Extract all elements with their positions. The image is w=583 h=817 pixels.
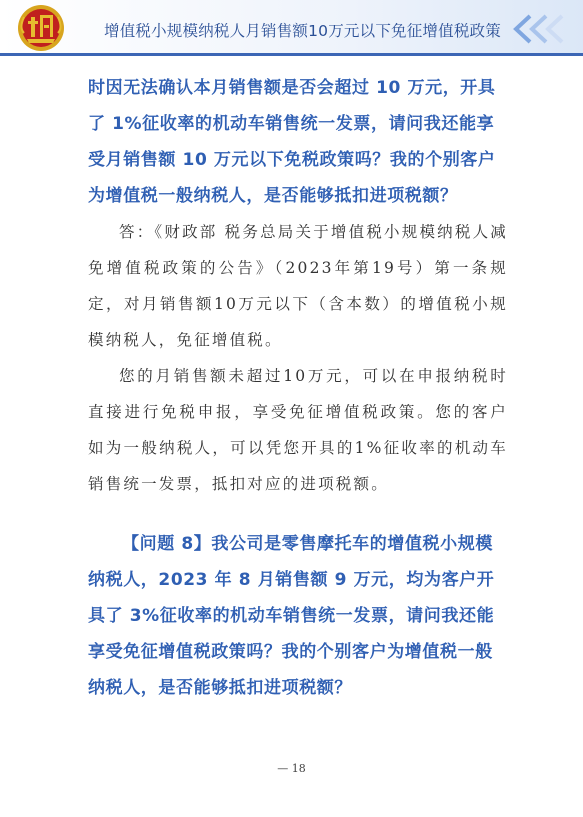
page-header — [0, 0, 583, 56]
document-body — [88, 70, 508, 706]
tax-emblem-icon — [16, 3, 66, 53]
answer-paragraph-2: 您的月销售额未超过10万元，可以在申报纳税时直接进行免税申报，享受免征增值税政策。您的客户如为一般纳税人，可以凭您开具的1%征收率的机动车销售统一发票，抵扣对应的进项税额。 — [88, 367, 508, 493]
page-number: — 18 — [277, 762, 306, 775]
answer-paragraph-1: 答：《财政部 税务总局关于增值税小规模纳税人减免增值税政策的公告》（2023年第19号）第一条规定，对月销售额10万元以下（含本数）的增值税小规模纳税人，免征增值税。 — [88, 223, 508, 349]
section-gap — [88, 502, 508, 526]
header-title: 增值税小规模纳税人月销售额10万元以下免征增值税政策 — [104, 22, 501, 40]
question-8-text: 【问题 8】我公司是零售摩托车的增值税小规模纳税人，2023 年 8 月销售额 9 万元，均为客户开具了 3%征收率的机动车销售统一发票，请问我还能享受免征增值税政策吗？我的个别客户为增值税一般纳税人，是否能够抵扣进项税额？ — [88, 534, 495, 698]
question-continued-text: 时因无法确认本月销售额是否会超过 10 万元，开具了 1%征收率的机动车销售统一发票，请问我还能享受月销售额 10 万元以下免税政策吗？我的个别客户为增值税一般纳税人，是否能够抵扣进项税额？ — [88, 78, 496, 206]
double-chevron-left-icon — [508, 14, 578, 44]
